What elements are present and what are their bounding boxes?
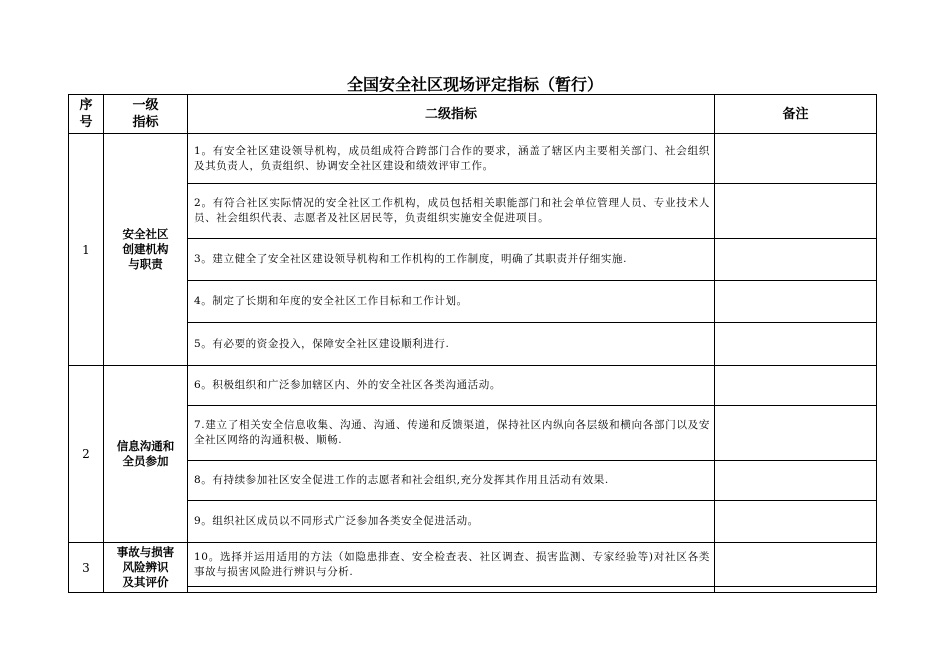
- table-row: [69, 501, 877, 543]
- header-remarks: 备注: [715, 95, 877, 134]
- table-row: [69, 406, 877, 461]
- table-row: [69, 281, 877, 323]
- category-line: 全员参加: [122, 454, 169, 468]
- category-line: 与职责: [128, 257, 163, 271]
- table-row: [69, 323, 877, 366]
- header-seq-line1: 序: [79, 98, 93, 113]
- group-category: [104, 366, 188, 543]
- header-level1-line2: 指标: [132, 115, 159, 130]
- remarks-cell: [715, 184, 877, 239]
- category-line: 创建机构: [122, 242, 169, 256]
- indicator-text: 5。有必要的资金投入，保障安全社区建设顺利进行.: [188, 323, 715, 366]
- category-line: 风险辨识: [122, 560, 169, 574]
- table-row: [69, 184, 877, 239]
- remarks-cell: [715, 366, 877, 406]
- category-line: 信息沟通和: [116, 439, 175, 453]
- header-seq-line2: 号: [79, 115, 93, 130]
- document-title: 全国安全社区现场评定指标（暂行）: [346, 75, 603, 94]
- remarks-cell: [715, 323, 877, 366]
- group-category: [104, 134, 188, 366]
- indicator-text: 6。积极组织和广泛参加辖区内、外的安全社区各类沟通活动。: [188, 366, 715, 406]
- group-category: [104, 543, 188, 593]
- indicator-text: 8。有持续参加社区安全促进工作的志愿者和社会组织,充分发挥其作用且活动有效果.: [188, 461, 715, 501]
- header-level1-line1: 一级: [132, 98, 159, 113]
- indicator-text: 9。组织社区成员以不同形式广泛参加各类安全促进活动。: [188, 501, 715, 543]
- indicator-text-empty: [188, 587, 715, 593]
- group-seq: 3: [69, 543, 104, 593]
- category-line: 及其评价: [122, 575, 169, 589]
- header-level2: 二级指标: [188, 95, 715, 134]
- table-row: [69, 239, 877, 281]
- indicator-text: 4。制定了长期和年度的安全社区工作目标和工作计划。: [188, 281, 715, 323]
- header-row: [69, 95, 877, 134]
- remarks-cell: [715, 587, 877, 593]
- evaluation-table: [68, 94, 877, 593]
- table-row-cut: [69, 587, 877, 593]
- indicator-text: 1。有安全社区建设领导机构，成员组成符合跨部门合作的要求，涵盖了辖区内主要相关部门、社会组织及其负责人，负责组织、协调安全社区建设和绩效评审工作。: [188, 134, 715, 184]
- remarks-cell: [715, 134, 877, 184]
- indicator-text: 7.建立了相关安全信息收集、沟通、沟通、传递和反馈渠道，保持社区内纵向各层级和横向各部门以及安全社区网络的沟通积极、顺畅.: [188, 406, 715, 461]
- table-row: [69, 366, 877, 406]
- category-line: 安全社区: [122, 227, 169, 241]
- remarks-cell: [715, 461, 877, 501]
- group-seq: 1: [69, 134, 104, 366]
- header-seq: [69, 95, 104, 134]
- header-level1: [104, 95, 188, 134]
- remarks-cell: [715, 406, 877, 461]
- indicator-text: 3。建立健全了安全社区建设领导机构和工作机构的工作制度，明确了其职责并仔细实施.: [188, 239, 715, 281]
- remarks-cell: [715, 281, 877, 323]
- indicator-text: 10。选择并运用适用的方法（如隐患排查、安全检查表、社区调查、损害监测、专家经验等)对社区各类事故与损害风险进行辨识与分析.: [188, 543, 715, 587]
- group-seq: 2: [69, 366, 104, 543]
- remarks-cell: [715, 501, 877, 543]
- table-row: [69, 543, 877, 587]
- table-row: [69, 461, 877, 501]
- category-line: 事故与损害: [116, 545, 175, 559]
- remarks-cell: [715, 543, 877, 587]
- table-row: [69, 134, 877, 184]
- indicator-text: 2。有符合社区实际情况的安全社区工作机构，成员包括相关职能部门和社会单位管理人员、专业技术人员、社会组织代表、志愿者及社区居民等，负责组织实施安全促进项目。: [188, 184, 715, 239]
- remarks-cell: [715, 239, 877, 281]
